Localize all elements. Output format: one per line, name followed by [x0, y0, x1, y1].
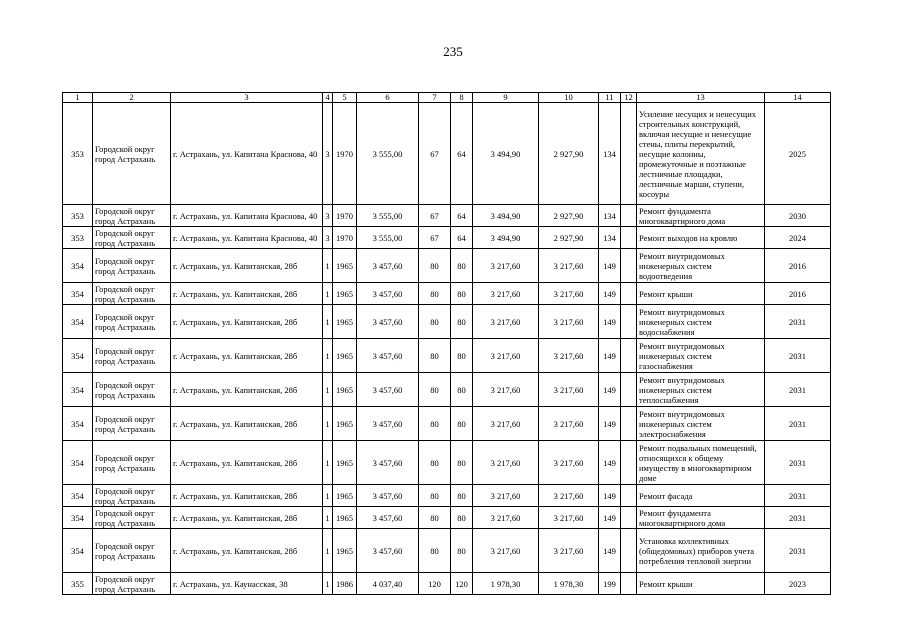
cell-col-3: г. Астрахань, ул. Капитана Краснова, 40 — [171, 205, 323, 227]
cell-col-1: 353 — [63, 103, 93, 205]
cell-col-6: 3 457,60 — [357, 507, 419, 529]
column-header-2: 2 — [93, 93, 171, 103]
table-row — [63, 227, 831, 249]
cell-col-13: Ремонт внутридомовых инженерных систем газоснабжения — [637, 339, 765, 373]
cell-col-5: 1965 — [333, 249, 357, 283]
cell-col-11: 149 — [599, 529, 621, 573]
cell-col-3: г. Астрахань, ул. Капитанская, 28б — [171, 407, 323, 441]
cell-col-7: 80 — [419, 249, 451, 283]
cell-col-6: 3 457,60 — [357, 407, 419, 441]
cell-col-11: 134 — [599, 205, 621, 227]
cell-col-9: 3 217,60 — [473, 305, 539, 339]
cell-col-9: 3 217,60 — [473, 441, 539, 485]
cell-col-6: 4 037,40 — [357, 573, 419, 595]
cell-col-9: 3 494,90 — [473, 227, 539, 249]
cell-col-8: 80 — [451, 283, 473, 305]
cell-col-8: 120 — [451, 573, 473, 595]
cell-col-1: 353 — [63, 205, 93, 227]
table-body — [63, 103, 831, 595]
cell-col-5: 1970 — [333, 103, 357, 205]
column-header-11: 11 — [599, 93, 621, 103]
cell-col-8: 80 — [451, 529, 473, 573]
cell-col-2: Городской округ город Астрахань — [93, 249, 171, 283]
table-row — [63, 249, 831, 283]
cell-col-6: 3 457,60 — [357, 249, 419, 283]
cell-col-5: 1965 — [333, 441, 357, 485]
cell-col-7: 67 — [419, 205, 451, 227]
cell-col-3: г. Астрахань, ул. Капитанская, 28б — [171, 485, 323, 507]
cell-col-4: 1 — [323, 339, 333, 373]
cell-col-4: 1 — [323, 529, 333, 573]
cell-col-13: Ремонт фундамента многоквартирного дома — [637, 205, 765, 227]
cell-col-1: 354 — [63, 407, 93, 441]
cell-col-14: 2016 — [765, 283, 831, 305]
cell-col-5: 1965 — [333, 529, 357, 573]
table-row — [63, 103, 831, 205]
table-row — [63, 339, 831, 373]
cell-col-3: г. Астрахань, ул. Капитанская, 28б — [171, 249, 323, 283]
cell-col-9: 3 217,60 — [473, 283, 539, 305]
cell-col-6: 3 555,00 — [357, 227, 419, 249]
cell-col-1: 355 — [63, 573, 93, 595]
cell-col-12 — [621, 249, 637, 283]
cell-col-7: 67 — [419, 103, 451, 205]
cell-col-12 — [621, 485, 637, 507]
cell-col-6: 3 457,60 — [357, 485, 419, 507]
cell-col-6: 3 457,60 — [357, 529, 419, 573]
table-row — [63, 485, 831, 507]
cell-col-2: Городской округ город Астрахань — [93, 205, 171, 227]
cell-col-7: 80 — [419, 283, 451, 305]
cell-col-8: 80 — [451, 249, 473, 283]
table-row — [63, 507, 831, 529]
cell-col-13: Установка коллективных (общедомовых) приборов учета потребления тепловой энергии — [637, 529, 765, 573]
cell-col-2: Городской округ город Астрахань — [93, 529, 171, 573]
cell-col-3: г. Астрахань, ул. Капитанская, 28б — [171, 283, 323, 305]
cell-col-10: 3 217,60 — [539, 339, 599, 373]
cell-col-8: 80 — [451, 441, 473, 485]
table-row — [63, 441, 831, 485]
cell-col-7: 80 — [419, 339, 451, 373]
cell-col-2: Городской округ город Астрахань — [93, 103, 171, 205]
cell-col-2: Городской округ город Астрахань — [93, 305, 171, 339]
cell-col-6: 3 457,60 — [357, 441, 419, 485]
cell-col-3: г. Астрахань, ул. Капитанская, 28б — [171, 305, 323, 339]
column-header-1: 1 — [63, 93, 93, 103]
cell-col-12 — [621, 339, 637, 373]
cell-col-7: 80 — [419, 529, 451, 573]
cell-col-8: 80 — [451, 407, 473, 441]
cell-col-11: 149 — [599, 283, 621, 305]
cell-col-13: Ремонт фундамента многоквартирного дома — [637, 507, 765, 529]
cell-col-4: 1 — [323, 305, 333, 339]
column-header-10: 10 — [539, 93, 599, 103]
cell-col-12 — [621, 529, 637, 573]
cell-col-1: 354 — [63, 485, 93, 507]
cell-col-12 — [621, 573, 637, 595]
cell-col-14: 2031 — [765, 373, 831, 407]
cell-col-5: 1965 — [333, 283, 357, 305]
column-header-12: 12 — [621, 93, 637, 103]
cell-col-10: 3 217,60 — [539, 407, 599, 441]
cell-col-1: 354 — [63, 305, 93, 339]
cell-col-14: 2031 — [765, 407, 831, 441]
cell-col-10: 2 927,90 — [539, 205, 599, 227]
cell-col-13: Ремонт внутридомовых инженерных систем электроснабжения — [637, 407, 765, 441]
cell-col-13: Ремонт внутридомовых инженерных систем теплоснабжения — [637, 373, 765, 407]
cell-col-10: 3 217,60 — [539, 529, 599, 573]
table-row — [63, 283, 831, 305]
cell-col-6: 3 457,60 — [357, 339, 419, 373]
cell-col-4: 1 — [323, 373, 333, 407]
cell-col-2: Городской округ город Астрахань — [93, 227, 171, 249]
header-row — [63, 93, 831, 103]
cell-col-5: 1965 — [333, 485, 357, 507]
cell-col-7: 67 — [419, 227, 451, 249]
cell-col-8: 80 — [451, 339, 473, 373]
cell-col-1: 354 — [63, 283, 93, 305]
cell-col-4: 1 — [323, 441, 333, 485]
cell-col-7: 80 — [419, 441, 451, 485]
cell-col-14: 2024 — [765, 227, 831, 249]
cell-col-5: 1965 — [333, 339, 357, 373]
cell-col-3: г. Астрахань, ул. Капитана Краснова, 40 — [171, 227, 323, 249]
cell-col-8: 80 — [451, 507, 473, 529]
cell-col-11: 134 — [599, 227, 621, 249]
cell-col-13: Ремонт выходов на кровлю — [637, 227, 765, 249]
cell-col-1: 354 — [63, 373, 93, 407]
cell-col-6: 3 555,00 — [357, 205, 419, 227]
cell-col-10: 3 217,60 — [539, 485, 599, 507]
column-header-9: 9 — [473, 93, 539, 103]
cell-col-13: Ремонт крыши — [637, 283, 765, 305]
cell-col-1: 354 — [63, 339, 93, 373]
cell-col-14: 2031 — [765, 441, 831, 485]
cell-col-7: 80 — [419, 373, 451, 407]
cell-col-8: 80 — [451, 373, 473, 407]
cell-col-14: 2031 — [765, 529, 831, 573]
table-row — [63, 407, 831, 441]
cell-col-9: 3 217,60 — [473, 507, 539, 529]
cell-col-14: 2030 — [765, 205, 831, 227]
column-header-7: 7 — [419, 93, 451, 103]
cell-col-12 — [621, 103, 637, 205]
cell-col-12 — [621, 441, 637, 485]
cell-col-5: 1986 — [333, 573, 357, 595]
cell-col-2: Городской округ город Астрахань — [93, 573, 171, 595]
cell-col-5: 1965 — [333, 507, 357, 529]
cell-col-9: 3 494,90 — [473, 103, 539, 205]
cell-col-8: 64 — [451, 227, 473, 249]
table-row — [63, 529, 831, 573]
cell-col-12 — [621, 205, 637, 227]
cell-col-3: г. Астрахань, ул. Каунасская, 38 — [171, 573, 323, 595]
cell-col-2: Городской округ город Астрахань — [93, 407, 171, 441]
cell-col-10: 2 927,90 — [539, 227, 599, 249]
cell-col-4: 3 — [323, 227, 333, 249]
cell-col-5: 1965 — [333, 407, 357, 441]
registry-table — [62, 92, 831, 595]
cell-col-11: 149 — [599, 305, 621, 339]
cell-col-9: 3 217,60 — [473, 485, 539, 507]
cell-col-3: г. Астрахань, ул. Капитанская, 28б — [171, 339, 323, 373]
cell-col-9: 3 217,60 — [473, 339, 539, 373]
cell-col-10: 3 217,60 — [539, 305, 599, 339]
cell-col-11: 149 — [599, 249, 621, 283]
cell-col-5: 1970 — [333, 227, 357, 249]
cell-col-14: 2031 — [765, 507, 831, 529]
cell-col-6: 3 457,60 — [357, 373, 419, 407]
cell-col-9: 3 217,60 — [473, 373, 539, 407]
column-header-5: 5 — [333, 93, 357, 103]
cell-col-13: Усиление несущих и ненесущих строительных конструкций, включая несущие и ненесущие стены, плиты перекрытий, несущие колонны, промежуточные и поэтажные лестничные площадки, лестничные марши, ступени, косоуры — [637, 103, 765, 205]
cell-col-12 — [621, 305, 637, 339]
cell-col-5: 1965 — [333, 305, 357, 339]
cell-col-1: 354 — [63, 529, 93, 573]
cell-col-7: 80 — [419, 507, 451, 529]
cell-col-5: 1970 — [333, 205, 357, 227]
cell-col-8: 80 — [451, 485, 473, 507]
cell-col-2: Городской округ город Астрахань — [93, 283, 171, 305]
cell-col-2: Городской округ город Астрахань — [93, 485, 171, 507]
cell-col-1: 354 — [63, 249, 93, 283]
table-row — [63, 305, 831, 339]
table-row — [63, 205, 831, 227]
cell-col-3: г. Астрахань, ул. Капитана Краснова, 40 — [171, 103, 323, 205]
cell-col-12 — [621, 507, 637, 529]
cell-col-7: 80 — [419, 305, 451, 339]
cell-col-14: 2023 — [765, 573, 831, 595]
cell-col-13: Ремонт фасада — [637, 485, 765, 507]
cell-col-6: 3 457,60 — [357, 305, 419, 339]
cell-col-6: 3 457,60 — [357, 283, 419, 305]
cell-col-9: 3 217,60 — [473, 529, 539, 573]
cell-col-11: 149 — [599, 507, 621, 529]
cell-col-6: 3 555,00 — [357, 103, 419, 205]
cell-col-12 — [621, 373, 637, 407]
cell-col-11: 149 — [599, 339, 621, 373]
cell-col-11: 149 — [599, 441, 621, 485]
cell-col-11: 134 — [599, 103, 621, 205]
cell-col-10: 3 217,60 — [539, 373, 599, 407]
page-number: 235 — [443, 44, 463, 59]
cell-col-12 — [621, 227, 637, 249]
cell-col-4: 1 — [323, 283, 333, 305]
cell-col-14: 2031 — [765, 339, 831, 373]
cell-col-2: Городской округ город Астрахань — [93, 507, 171, 529]
cell-col-4: 3 — [323, 103, 333, 205]
cell-col-12 — [621, 407, 637, 441]
cell-col-11: 149 — [599, 407, 621, 441]
cell-col-2: Городской округ город Астрахань — [93, 373, 171, 407]
cell-col-1: 353 — [63, 227, 93, 249]
column-header-13: 13 — [637, 93, 765, 103]
column-header-14: 14 — [765, 93, 831, 103]
cell-col-9: 1 978,30 — [473, 573, 539, 595]
cell-col-4: 1 — [323, 507, 333, 529]
cell-col-4: 3 — [323, 205, 333, 227]
column-header-4: 4 — [323, 93, 333, 103]
cell-col-11: 199 — [599, 573, 621, 595]
column-header-3: 3 — [171, 93, 323, 103]
cell-col-11: 149 — [599, 373, 621, 407]
cell-col-4: 1 — [323, 573, 333, 595]
cell-col-8: 64 — [451, 205, 473, 227]
cell-col-10: 3 217,60 — [539, 441, 599, 485]
cell-col-10: 3 217,60 — [539, 507, 599, 529]
cell-col-4: 1 — [323, 249, 333, 283]
cell-col-2: Городской округ город Астрахань — [93, 339, 171, 373]
cell-col-3: г. Астрахань, ул. Капитанская, 28б — [171, 529, 323, 573]
cell-col-9: 3 217,60 — [473, 249, 539, 283]
cell-col-3: г. Астрахань, ул. Капитанская, 28б — [171, 441, 323, 485]
cell-col-4: 1 — [323, 485, 333, 507]
cell-col-7: 80 — [419, 485, 451, 507]
cell-col-10: 3 217,60 — [539, 249, 599, 283]
cell-col-13: Ремонт крыши — [637, 573, 765, 595]
cell-col-8: 64 — [451, 103, 473, 205]
cell-col-13: Ремонт подвальных помещений, относящихся к общему имуществу в многоквартирном доме — [637, 441, 765, 485]
cell-col-13: Ремонт внутридомовых инженерных систем водоснабжения — [637, 305, 765, 339]
cell-col-3: г. Астрахань, ул. Капитанская, 28б — [171, 507, 323, 529]
cell-col-8: 80 — [451, 305, 473, 339]
column-header-8: 8 — [451, 93, 473, 103]
cell-col-10: 2 927,90 — [539, 103, 599, 205]
cell-col-5: 1965 — [333, 373, 357, 407]
cell-col-4: 1 — [323, 407, 333, 441]
cell-col-9: 3 217,60 — [473, 407, 539, 441]
column-header-6: 6 — [357, 93, 419, 103]
cell-col-2: Городской округ город Астрахань — [93, 441, 171, 485]
cell-col-14: 2016 — [765, 249, 831, 283]
cell-col-7: 120 — [419, 573, 451, 595]
cell-col-10: 3 217,60 — [539, 283, 599, 305]
table-row — [63, 373, 831, 407]
cell-col-3: г. Астрахань, ул. Капитанская, 28б — [171, 373, 323, 407]
cell-col-14: 2031 — [765, 305, 831, 339]
cell-col-11: 149 — [599, 485, 621, 507]
cell-col-1: 354 — [63, 441, 93, 485]
cell-col-7: 80 — [419, 407, 451, 441]
cell-col-10: 1 978,30 — [539, 573, 599, 595]
cell-col-9: 3 494,90 — [473, 205, 539, 227]
table-row — [63, 573, 831, 595]
cell-col-14: 2031 — [765, 485, 831, 507]
cell-col-1: 354 — [63, 507, 93, 529]
cell-col-14: 2025 — [765, 103, 831, 205]
cell-col-12 — [621, 283, 637, 305]
cell-col-13: Ремонт внутридомовых инженерных систем водоотведения — [637, 249, 765, 283]
